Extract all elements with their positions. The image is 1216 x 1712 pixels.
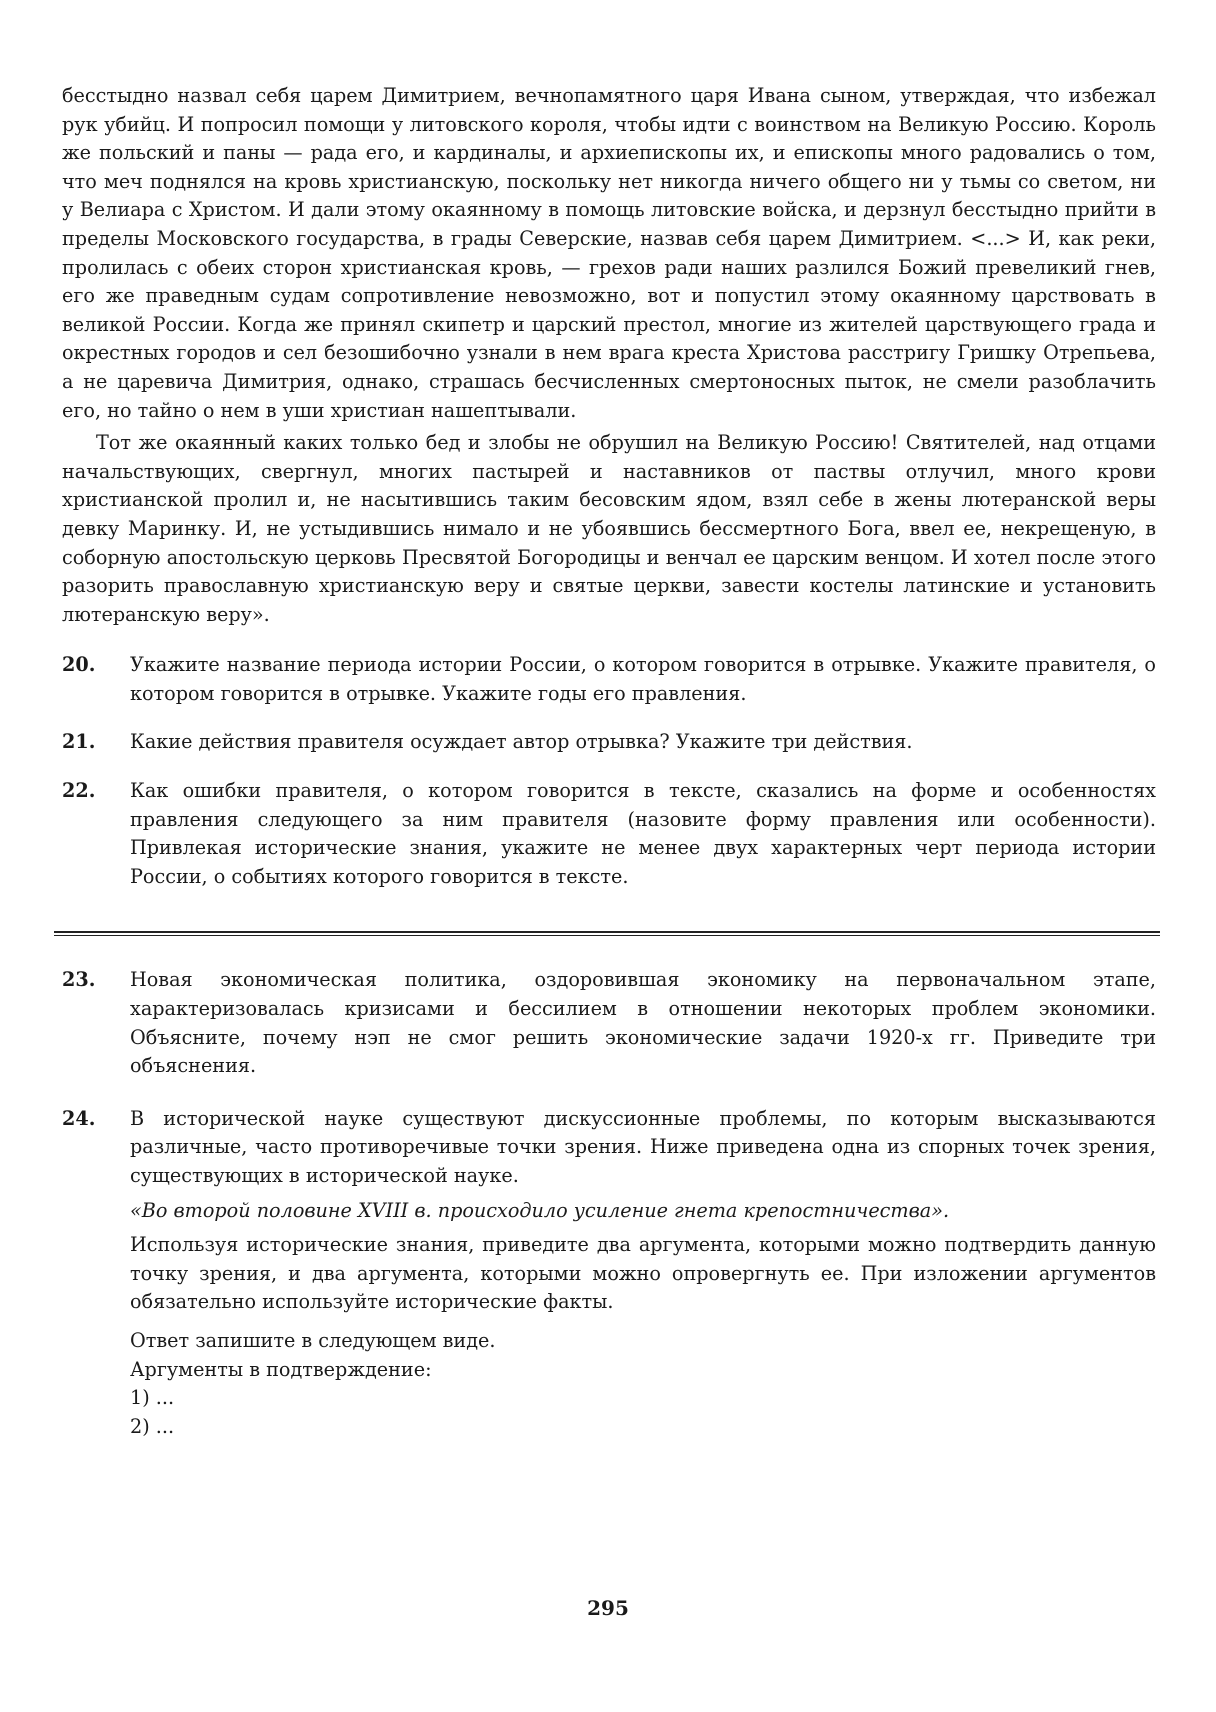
arguments-label: Аргументы в подтверждение: xyxy=(130,1357,432,1381)
question-text: Новая экономическая политика, оздоровившая экономику на первоначальном этапе, характеризовалась кризисами и бессилием в отношении некоторых проблем экономики. Объясните, почему нэп не смог решить экономические задачи 1920-х гг. Приведите три объяснения. xyxy=(130,968,1156,1078)
question-task: Используя исторические знания, приведите два аргумента, которыми можно подтвердить данную точку зрения, и два аргумента, которыми можно опровергнуть ее. При изложении аргументов обязательно используйте исторические факты. xyxy=(130,1233,1156,1314)
passage-paragraph-1: бесстыдно назвал себя царем Димитрием, вечнопамятного царя Ивана сыном, утверждая, что избежал рук убийц. И попросил помощи у литовского короля, чтобы идти с воинством на Великую Россию. Король же польский и паны — рада его, и кардиналы, и архиепископы их, и епископы много радовались о том, что меч поднялся на кровь христианскую, поскольку нет никогда ничего общего ни у тьмы со светом, ни у Велиара с Христом. И дали этому окаянному в помощь литовские войска, и дерзнул бесстыдно прийти в пределы Московского государства, в грады Северские, назвав себя царем Димитрием. <...> И, как реки, пролилась с обеих сторон христианская кровь, — грехов ради наших разлился Божий превеликий гнев, его же праведным судам сопротивление невозможно, вот и попустил этому окаянному царствовать в великой России. Когда же принял скипетр и царский престол, многие из жителей царствующего града и окрестных городов и сел безошибочно узнали в нем врага креста Христова расстригу Гришку Отрепьева, а не царевича Димитрия, однако, страшась бесчисленных смертоносных пыток, не смели разоблачить его, но тайно о нем в уши христиан нашептывали. xyxy=(62,84,1156,422)
question-24 xyxy=(62,1105,1156,1442)
question-number: 23. xyxy=(62,968,96,992)
question-20 xyxy=(62,651,1156,708)
page-number: 295 xyxy=(587,1596,629,1620)
question-21 xyxy=(62,728,1156,757)
argument-item-1: 1) ... xyxy=(130,1386,175,1410)
viewpoint-quote: «Во второй половине XVIII в. происходило усиление гнета крепостничества». xyxy=(130,1198,950,1222)
question-23 xyxy=(62,966,1156,1080)
question-number: 21. xyxy=(62,730,96,754)
question-number: 20. xyxy=(62,653,96,677)
passage-paragraph-2: Тот же окаянный каких только бед и злобы не обрушил на Великую Россию! Святителей, над отцами начальствующих, свергнул, многих пастырей и наставников от паствы отлучил, много крови христианской пролил и, не насытившись таким бесовским ядом, взял себе в жены лютеранской веры девку Маринку. И, не устыдившись нимало и не убоявшись бессмертного Бога, ввел ее, некрещеную, в соборную апостольскую церковь Пресвятой Богородицы и венчал ее царским венцом. И хотел после этого разорить православную христианскую веру и святые церкви, завести костелы латинские и установить лютеранскую веру». xyxy=(62,431,1156,626)
argument-item-2: 2) ... xyxy=(130,1414,175,1438)
question-22 xyxy=(62,777,1156,891)
section-divider xyxy=(54,931,1160,936)
question-number: 24. xyxy=(62,1106,96,1130)
question-number: 22. xyxy=(62,779,96,803)
page-content xyxy=(62,82,1156,1441)
answer-format-note: Ответ запишите в следующем виде. xyxy=(130,1328,496,1352)
question-intro: В исторической науке существуют дискуссионные проблемы, по которым высказываются различные, часто противоречивые точки зрения. Ниже приведена одна из спорных точек зрения, существующих в исторической науке. xyxy=(130,1106,1156,1187)
question-text: Как ошибки правителя, о котором говорится в тексте, сказались на форме и особенностях правления следующего за ним правителя (назовите форму правления или особенности). Привлекая исторические знания, укажите не менее двух характерных черт периода истории России, о событиях которого говорится в тексте. xyxy=(130,779,1156,888)
question-text: Какие действия правителя осуждает автор отрывка? Укажите три действия. xyxy=(130,730,913,754)
question-text: Укажите название периода истории России, о котором говорится в отрывке. Укажите правителя, о котором говорится в отрывке. Укажите годы его правления. xyxy=(130,653,1156,705)
